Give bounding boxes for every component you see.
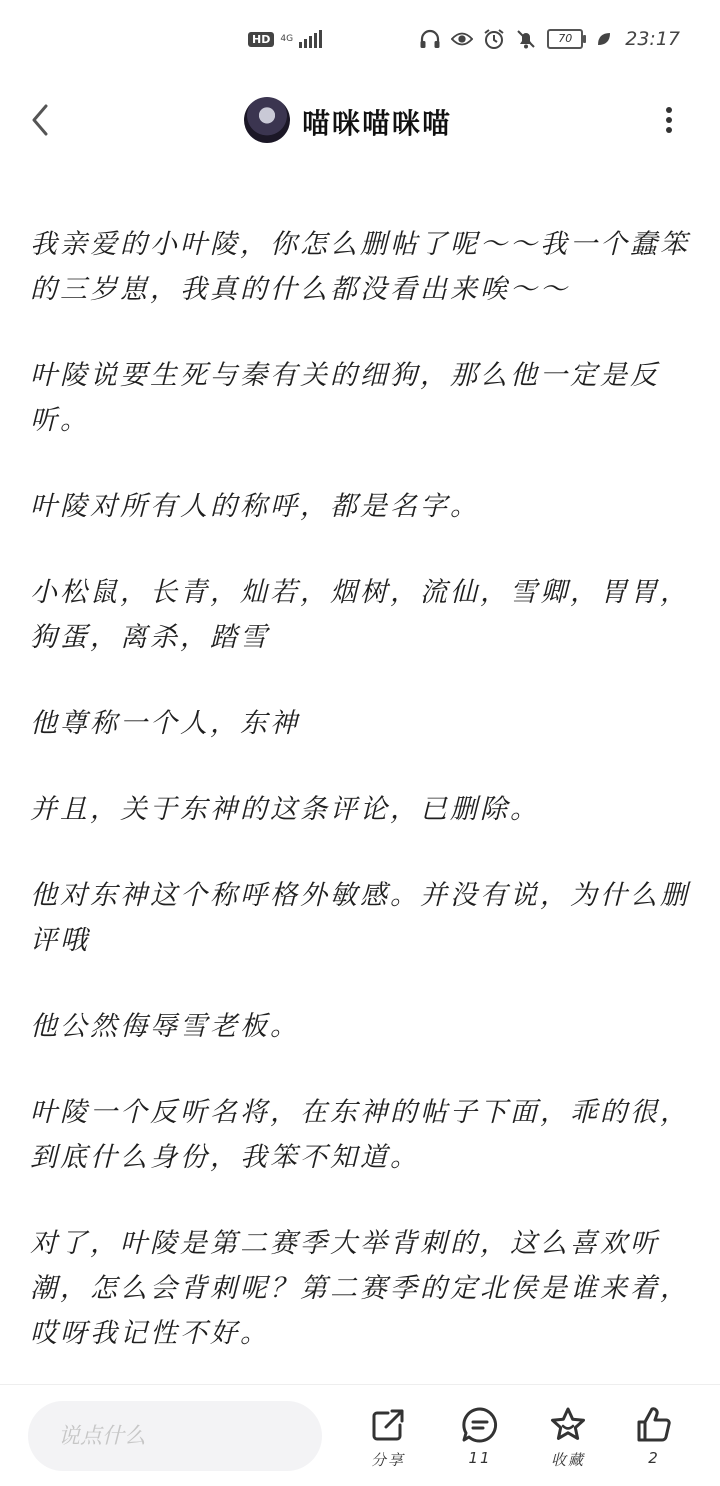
comment-bubble-icon xyxy=(460,1405,500,1445)
back-button[interactable] xyxy=(24,100,60,140)
post-header xyxy=(0,80,720,160)
eye-icon xyxy=(451,28,473,50)
signal-icon xyxy=(299,30,322,48)
avatar[interactable] xyxy=(244,97,290,143)
post-paragraph: 对了，叶陵是第二赛季大举背刺的，这么喜欢听潮，怎么会背刺呢？第二赛季的定北侯是谁来着，哎呀我记性不好。 xyxy=(30,1228,690,1349)
leaf-icon xyxy=(593,28,615,50)
battery-icon: 70 xyxy=(547,29,583,49)
status-left xyxy=(248,30,322,48)
post-body xyxy=(30,222,692,1397)
more-vertical-icon xyxy=(654,102,684,138)
post-paragraph: 他尊称一个人，东神 xyxy=(30,708,300,739)
headphones-icon xyxy=(419,28,441,50)
share-label: 分享 xyxy=(370,1451,405,1469)
post-paragraph: 我亲爱的小叶陵，你怎么删帖了呢～～我一个蠢笨的三岁崽，我真的什么都没看出来唉～～ xyxy=(30,229,690,305)
post-paragraph: 小松鼠，长青，灿若，烟树，流仙，雪卿，胃胃，狗蛋，离杀，踏雪 xyxy=(30,577,690,653)
star-icon xyxy=(548,1405,588,1445)
post-paragraph: 叶陵说要生死与秦有关的细狗，那么他一定是反听。 xyxy=(30,360,660,436)
post-paragraph: 叶陵对所有人的称呼，都是名字。 xyxy=(30,491,480,522)
favorite-button[interactable] xyxy=(538,1405,598,1470)
post-paragraph: 叶陵一个反听名将，在东神的帖子下面，乖的很，到底什么身份，我笨不知道。 xyxy=(30,1097,690,1173)
post-paragraph: 他对东神这个称呼格外敏感。并没有说，为什么删评哦 xyxy=(30,880,690,956)
page-title: 喵咪喵咪喵 xyxy=(302,107,453,140)
comments-button[interactable] xyxy=(450,1405,510,1467)
chevron-left-icon xyxy=(24,100,60,140)
thumbs-up-icon xyxy=(634,1405,674,1445)
share-icon xyxy=(368,1405,408,1445)
comments-count: 11 xyxy=(468,1449,492,1467)
like-button[interactable] xyxy=(624,1405,684,1467)
alarm-icon xyxy=(483,28,505,50)
comment-input[interactable] xyxy=(28,1401,322,1471)
favorite-label: 收藏 xyxy=(550,1451,585,1469)
network-type: 4G xyxy=(280,33,294,44)
status-bar xyxy=(0,0,720,80)
mute-bell-icon xyxy=(515,28,537,50)
clock-time: 23:17 xyxy=(625,28,680,50)
status-right xyxy=(419,28,680,50)
more-options-button[interactable] xyxy=(654,102,684,138)
post-paragraph: 他公然侮辱雪老板。 xyxy=(30,1011,300,1042)
hd-badge: HD xyxy=(248,32,274,47)
share-button[interactable] xyxy=(358,1405,418,1470)
post-paragraph: 并且，关于东神的这条评论，已删除。 xyxy=(30,794,540,825)
bottom-action-bar xyxy=(0,1384,720,1486)
likes-count: 2 xyxy=(648,1449,660,1467)
